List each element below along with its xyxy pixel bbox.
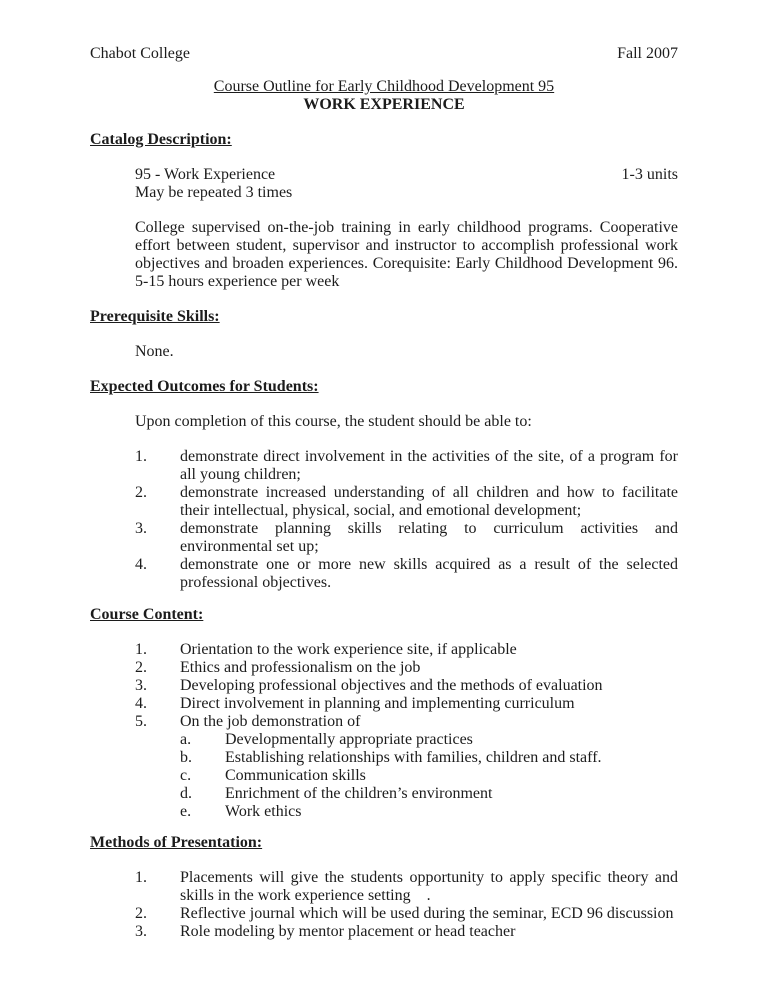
- item-number: 1.: [135, 869, 147, 886]
- item-text: Developing professional objectives and the methods of evaluation: [180, 677, 603, 694]
- list-item: [135, 520, 678, 556]
- list-item: [135, 659, 678, 677]
- item-text: demonstrate planning skills relating to curriculum activities and environmental set up;: [180, 520, 678, 555]
- item-text: demonstrate one or more new skills acquired as a result of the selected professional objectives.: [180, 556, 678, 591]
- list-item: [135, 713, 678, 731]
- item-number: 3.: [135, 520, 147, 537]
- course-units: 1-3 units: [621, 166, 678, 183]
- item-text: demonstrate increased understanding of all children and how to facilitate their intellectual, physical, social, and emotional development;: [180, 484, 678, 519]
- item-text: Reflective journal which will be used during the seminar, ECD 96 discussion: [180, 905, 674, 922]
- item-text: Orientation to the work experience site, if applicable: [180, 641, 517, 658]
- methods-of-presentation-heading: Methods of Presentation:: [90, 834, 263, 851]
- sub-list-item: [180, 749, 678, 767]
- list-item: [135, 923, 678, 941]
- sub-list-item: [180, 785, 678, 803]
- course-number-title: 95 - Work Experience: [135, 166, 276, 183]
- item-number: 2.: [135, 905, 147, 922]
- course-content-list: [90, 641, 678, 821]
- outcomes-intro: Upon completion of this course, the student should be able to:: [135, 413, 532, 430]
- item-text: demonstrate direct involvement in the activities of the site, of a program for all young children;: [180, 448, 678, 483]
- sub-list-item: [180, 767, 678, 785]
- course-units-row: [135, 166, 678, 184]
- course-outline-title: Course Outline for Early Childhood Development 95: [213, 78, 555, 95]
- item-text: On the job demonstration of: [180, 713, 361, 730]
- title-block: [90, 78, 678, 114]
- item-text: Establishing relationships with families, children and staff.: [225, 749, 602, 766]
- prerequisite-skills-body: None.: [135, 343, 174, 360]
- term-label: Fall 2007: [617, 45, 678, 62]
- item-text: Placements will give the students opportunity to apply specific theory and skills in the work experience setting .: [180, 869, 678, 904]
- course-content-heading: Course Content:: [90, 606, 204, 623]
- outcomes-list: [90, 448, 678, 592]
- item-text: Work ethics: [225, 803, 302, 820]
- sub-list-item: [180, 803, 678, 821]
- item-number: 1.: [135, 448, 147, 465]
- sub-list-item: [180, 731, 678, 749]
- list-item: [135, 695, 678, 713]
- list-item: [135, 869, 678, 905]
- methods-list: [90, 869, 678, 941]
- list-item: [135, 556, 678, 592]
- item-number: 4.: [135, 695, 147, 712]
- item-text: Communication skills: [225, 767, 366, 784]
- item-letter: c.: [180, 767, 192, 784]
- list-item: [135, 905, 678, 923]
- item-number: 2.: [135, 484, 147, 501]
- item-text: Developmentally appropriate practices: [225, 731, 473, 748]
- item-letter: b.: [180, 749, 192, 766]
- list-item: [135, 641, 678, 659]
- item-letter: a.: [180, 731, 192, 748]
- item-letter: e.: [180, 803, 192, 820]
- prerequisite-skills-heading: Prerequisite Skills:: [90, 308, 220, 325]
- list-item: [135, 484, 678, 520]
- item-letter: d.: [180, 785, 192, 802]
- catalog-description-heading: Catalog Description:: [90, 131, 232, 148]
- repeatability-note: May be repeated 3 times: [135, 184, 293, 201]
- item-number: 4.: [135, 556, 147, 573]
- item-number: 1.: [135, 641, 147, 658]
- expected-outcomes-heading: Expected Outcomes for Students:: [90, 378, 319, 395]
- item-text: Enrichment of the children’s environment: [225, 785, 493, 802]
- institution-name: Chabot College: [90, 45, 190, 62]
- item-number: 3.: [135, 923, 147, 940]
- list-item: [135, 677, 678, 695]
- item-text: Direct involvement in planning and implementing curriculum: [180, 695, 575, 712]
- course-subtitle: WORK EXPERIENCE: [303, 96, 465, 113]
- list-item: [135, 448, 678, 484]
- item-text: Ethics and professionalism on the job: [180, 659, 421, 676]
- item-number: 3.: [135, 677, 147, 694]
- item-number: 2.: [135, 659, 147, 676]
- catalog-description-text: College supervised on-the-job training in early childhood programs. Cooperative effort between student, supervisor and instructor to accomplish professional work objectives and broaden experiences. Corequisite: Early Childhood Development 96. 5-15 hours experience per week: [135, 219, 678, 290]
- item-number: 5.: [135, 713, 147, 730]
- item-text: Role modeling by mentor placement or head teacher: [180, 923, 516, 940]
- document-header: [90, 45, 678, 63]
